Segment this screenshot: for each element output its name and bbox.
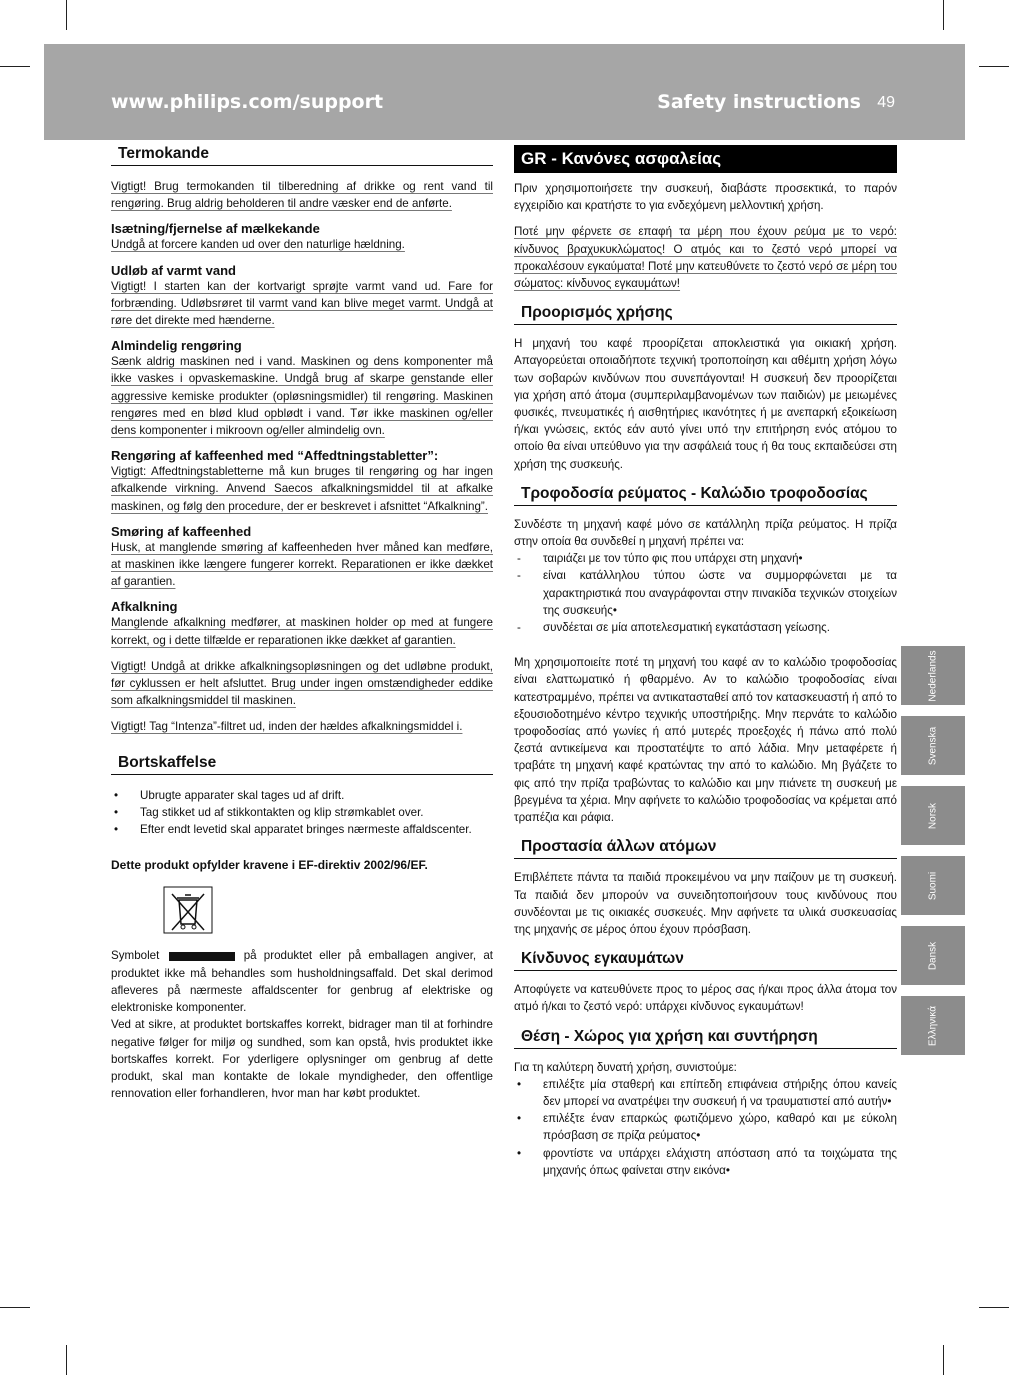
crop-mark (979, 1307, 1009, 1308)
paragraph: Vigtigt! I starten kan der kortvarigt sprøjte varmt vand ud. Fare for forbrænding. Udløbsrøret til varmt vand kan blive meget varmt. Undgå at røre det direkte med hænderne. (111, 279, 493, 328)
crop-mark (943, 0, 944, 30)
paragraph: Η μηχανή του καφέ προορίζεται αποκλειστικά για οικιακή χρήση. Απαγορεύεται οποιαδήποτε τεχνική τροποποίηση και αθέμιτη χρήση λόγω των σοβαρών κινδύνων που συνεπάγονται! Η συσκευή δεν προορίζεται για χρήση από άτομα (συμπεριλαμβανομένων των παιδιών) με μειωμένες φυσικές, πνευματικές ή αισθητήριες ικανότητες ή με ανεπαρκή εξοικείωση ή/και γνώσεις, εκτός εάν αυτό γίνει υπό την επιτήρηση ενός ατόμου το οποίο θα είναι υπεύθυνο για την ασφάλειά τους ή θα τους εκπαιδεύσει στη χρήση της συσκευής. (514, 337, 897, 471)
support-url[interactable]: www.philips.com/support (111, 91, 384, 113)
subheading: Udløb af varmt vand (111, 262, 236, 278)
crop-mark (66, 0, 67, 30)
list-item: • Efter endt levetid skal apparatet bringes nærmeste affaldscenter. (111, 821, 493, 838)
language-tab-suomi[interactable] (901, 856, 965, 915)
list-item: • Ubrugte apparater skal tages ud af drift. (111, 787, 493, 804)
weee-bin-icon (163, 886, 213, 934)
crop-mark (0, 1307, 30, 1308)
section-heading-purpose: Προορισμός χρήσης (514, 304, 897, 325)
tab-label: Nederlands (927, 649, 939, 702)
paragraph: Vigtigt: Affedtningstabletterne må kun bruges til rengøring og har ingen afkalkende virkning. Anvend Saecos afkalkningsmiddel til at afkalke maskinen, og følg den procedure, der er beskrevet i afsnittet “Afkalkning”. (111, 465, 493, 513)
subheading: Almindelig rengøring (111, 338, 242, 354)
paragraph: Ved at sikre, at produktet bortskaffes korrekt, bidrager man til at forhindre negative følger for miljø og sundhed, som kan opstå, hvis produktet ikke bortskaffes korrekt. For yderligere oplysninger om genbrug af dette produkt, skal man kontakte de lokale myndigheder, den offentlige rennovation eller forhandleren, hvor man har købt produktet. (111, 1018, 493, 1101)
page-title: Safety instructions (657, 91, 861, 113)
page-header (44, 44, 965, 140)
list-item: - είναι κατάλληλου τύπου ώστε να συμμορφώνεται με τα χαρακτηριστικά που αναγράφονται στην πινακίδα τεχνικών στοιχείων της συσκευής• (514, 567, 897, 619)
tab-label: Suomi (927, 871, 939, 900)
tab-label: Norsk (927, 802, 939, 829)
paragraph: Για τη καλύτερη δυνατή χρήση, συνιστούμε: (514, 1060, 737, 1074)
symbol-label: Symbolet (111, 949, 160, 963)
paragraph: Sænk aldrig maskinen ned i vand. Maskinen og dens komponenter må ikke vaskes i opvaskemaskine. Undgå brug af skarpe genstande eller aggressive kemiske produkter (opløsningsmidler) til rengøring. Maskinen rengøres med en blød klud opblødt i vand. Tør ikke maskinen og/eller dens komponenter i mikroovn og/eller almindelig ovn. (111, 355, 493, 438)
list-item: - ταιριάζει με τον τύπο φις που υπάρχει στη μηχανή• (514, 550, 897, 567)
section-heading-placement: Θέση - Χώρος για χρήση και συντήρηση (514, 1028, 897, 1049)
page-number: 49 (877, 94, 895, 111)
list-item: - συνδέεται σε μία αποτελεσματική εγκατάσταση γείωσης. (514, 619, 897, 636)
directive-text: Dette produkt opfylder kravene i EF-direktiv 2002/96/EF. (111, 858, 428, 873)
paragraph: Undgå at forcere kanden ud over den naturlige hældning. (111, 238, 405, 252)
section-heading-others: Προστασία άλλων ατόμων (514, 838, 897, 859)
paragraph: Συνδέστε τη μηχανή καφέ μόνο σε κατάλληλη πρίζα ρεύματος. Η πρίζα στην οποία θα συνδεθεί η μηχανή πρέπει να: (514, 517, 897, 549)
paragraph: Husk, at manglende smøring af kaffeenheden hver måned kan medføre, at maskinen ikke længere fungerer korrekt. Reparationen er ikke dækket af garantien. (111, 540, 493, 589)
disposal-list (111, 787, 493, 839)
left-column (111, 145, 493, 1102)
black-bar-symbol (169, 952, 235, 961)
crop-mark (943, 1345, 944, 1375)
paragraph: Vigtigt! Tag “Intenza”-filtret ud, inden der hældes afkalkningsmiddel i. (111, 720, 463, 734)
section-heading-gr: GR - Κανόνες ασφαλείας (514, 145, 897, 173)
list-item: • επιλέξτε έναν επαρκώς φωτιζόμενο χώρο, καθαρό και με εύκολη πρόσβαση σε πρίζα ρεύματος• (514, 1110, 897, 1144)
tab-label: Ελληνικά (927, 1005, 939, 1046)
section-heading-burns: Κίνδυνος εγκαυμάτων (514, 950, 897, 971)
subheading: Afkalkning (111, 599, 178, 615)
language-tab-norsk[interactable] (901, 786, 965, 845)
subheading: Smøring af kaffeenhed (111, 523, 252, 539)
warning-paragraph: Ποτέ μην φέρνετε σε επαφή τα μέρη που έχουν ρεύμα με το νερό: κίνδυνος βραχυκυκλώματος! Ο ατμός και το ζεστό νερό μπορεί να προκαλέσουν εγκαύματα! Ποτέ μην κατευθύνετε το ζεστό νερό σε μέρη του σώματος: κίνδυνος εγκαυμάτων! (514, 225, 897, 291)
paragraph: Επιβλέπετε πάντα τα παιδιά προκειμένου να μην παίζουν με τη συσκευή. Τα παιδιά δεν μπορούν να συνειδητοποιήσουν τους κινδύνους που συνδέονται με τις οικιακές συσκευές. Μην αφήνετε τα υλικά συσκευασίας της μηχανής σε μέρος όπου έχουν πρόσβαση. (514, 871, 897, 936)
section-heading-termokande: Termokande (111, 145, 493, 166)
subheading: Rengøring af kaffeenhed med “Affedtningstabletter”: (111, 448, 439, 464)
symbol-description: på produktet eller på emballagen angiver, at produktet ikke må behandles som husholdningsaffald. Det skal derimod afleveres på nærmeste affaldscenter for genbrug af elektriske og elektroniske komponenter. (111, 949, 493, 1015)
list-item: • επιλέξτε μία σταθερή και επίπεδη επιφάνεια στήριξης όπου κανείς δεν μπορεί να ανατρέψει την συσκευή ή να τραυματιστεί από αυτήν• (514, 1076, 897, 1110)
paragraph: Vigtigt! Undgå at drikke afkalkningsopløsningen og det udløbne produkt, før cyklussen er helt afsluttet. Brug under ingen omstændigheder eddike som afkalkningsmiddel til maskinen. (111, 659, 493, 708)
language-tab-svenska[interactable] (901, 716, 965, 775)
power-list (514, 550, 897, 636)
paragraph: Αποφύγετε να κατευθύνετε προς το μέρος σας ή/και προς άλλα άτομα τον ατμό ή/και το ζεστό νερό: υπάρχει κίνδυνος εγκαυμάτων! (514, 983, 897, 1014)
section-heading-bortskaffelse: Bortskaffelse (111, 754, 493, 775)
section-heading-power: Τροφοδοσία ρεύματος - Καλώδιο τροφοδοσίας (514, 485, 897, 506)
list-item: • Tag stikket ud af stikkontakten og klip strømkablet over. (111, 804, 493, 821)
subheading: Isætning/fjernelse af mælkekande (111, 221, 320, 237)
paragraph: Manglende afkalkning medfører, at maskinen holder op med at fungere korrekt, og i dette tilfælde er reparationen ikke dækket af garantien. (111, 616, 493, 647)
termokande-intro: Vigtigt! Brug termokanden til tilberedning af drikke og rent vand til rengøring. Brug aldrig beholderen til andre væsker end de anførte. (111, 180, 493, 211)
right-column (514, 145, 897, 1179)
paragraph: Μη χρησιμοποιείτε ποτέ τη μηχανή του καφέ αν το καλώδιο τροφοδοσίας είναι ελαττωματικό ή φθαρμένο. Αν το καλώδιο τροφοδοσίας είναι κατεστραμμένο, πρέπει να αντικατασταθεί από τον κατασκευαστή ή από το εξουσιοδοτημένο κέντρο τεχνικής υποστήριξης. Μην περνάτε το καλώδιο τροφοδοσίας από γωνίες ή από μυτερές προεξοχές ή πάνω από πολύ ζεστά αντικείμενα και προστατέψτε το από λάδια. Μην μεταφέρετε ή τραβάτε τη μηχανή καφέ κρατώντας την από το καλώδιο. Μη βγάζετε το φις από την πρίζα τραβώντας το καλώδιο και μην πιάνετε τη συσκευή με βρεγμένα τα χέρια. Μην αφήνετε το καλώδιο τροφοδοσίας να κρέμεται από τραπέζια και ράφια. (514, 656, 897, 825)
tab-label: Svenska (927, 726, 939, 765)
language-tab-greek[interactable] (901, 996, 965, 1055)
symbol-paragraph (111, 947, 493, 1016)
crop-mark (0, 66, 30, 67)
crop-mark (979, 66, 1009, 67)
paragraph: Πριν χρησιμοποιήσετε την συσκευή, διαβάστε προσεκτικά, το παρόν εγχειρίδιο και κρατήστε το για ενδεχόμενη μελλοντική χρήση. (514, 182, 897, 213)
crop-mark (66, 1345, 67, 1375)
language-tab-nederlands[interactable] (901, 646, 965, 705)
language-tab-dansk[interactable] (901, 926, 965, 985)
list-item: • φροντίστε να υπάρχει ελάχιστη απόσταση από τα τοιχώματα της μηχανής όπως φαίνεται στην εικόνα• (514, 1145, 897, 1179)
tab-label: Dansk (927, 941, 939, 970)
placement-list (514, 1076, 897, 1179)
